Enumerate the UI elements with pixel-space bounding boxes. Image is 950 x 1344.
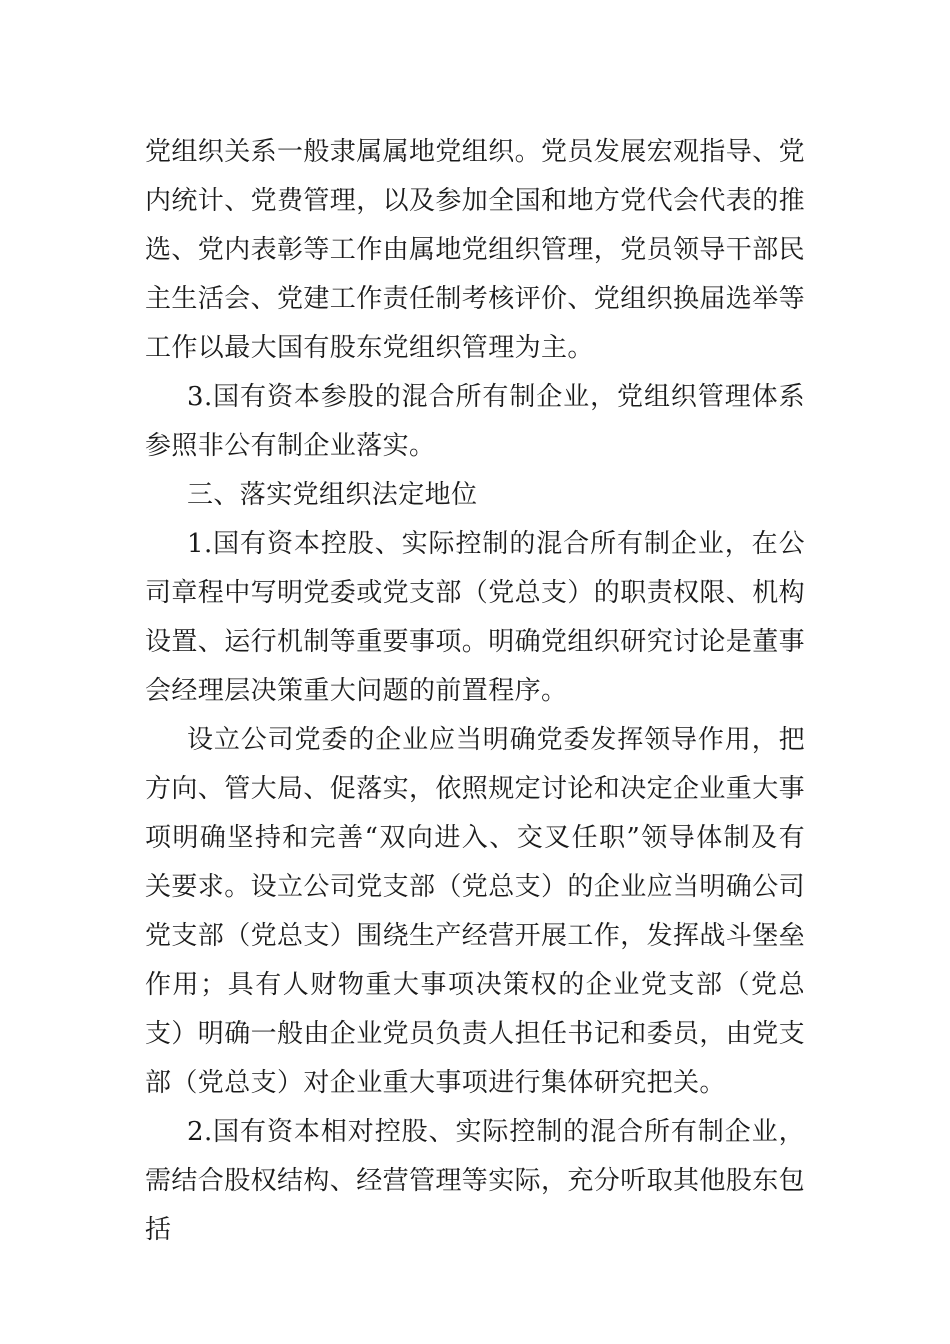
paragraph-body: 设立公司党委的企业应当明确党委发挥领导作用，把方向、管大局、促落实，依照规定讨论和决定企业重大事项明确坚持和完善“双向进入、交叉任职”领导体制及有关要求。设立公司党支部（党总支）的企业应当明确公司党支部（党总支）围绕生产经营开展工作，发挥战斗堡垒作用；具有人财物重大事项决策权的企业党支部（党总支）明确一般由企业党员负责人担任书记和委员，由党支部（党总支）对企业重大事项进行集体研究把关。 [145,725,806,1098]
paragraph-item-1: 1.国有资本控股、实际控制的混合所有制企业，在公司章程中写明党委或党支部（党总支）的职责权限、机构设置、运行机制等重要事项。明确党组织研究讨论是董事会经理层决策重大问题的前置程序。 [145,529,806,706]
section-heading: 三、落实党组织法定地位 [187,480,478,510]
paragraph-item-3: 3.国有资本参股的混合所有制企业，党组织管理体系参照非公有制企业落实。 [145,382,805,461]
paragraph-continuation: 党组织关系一般隶属属地党组织。党员发展宏观指导、党内统计、党费管理，以及参加全国和地方党代会代表的推选、党内表彰等工作由属地党组织管理，党员领导干部民主生活会、党建工作责任制考核评价、党组织换届选举等工作以最大国有股东党组织管理为主。 [145,137,806,363]
document-page [145,128,805,1255]
paragraph-item-2: 2.国有资本相对控股、实际控制的混合所有制企业，需结合股权结构、经营管理等实际，充分听取其他股东包括 [145,1117,806,1245]
